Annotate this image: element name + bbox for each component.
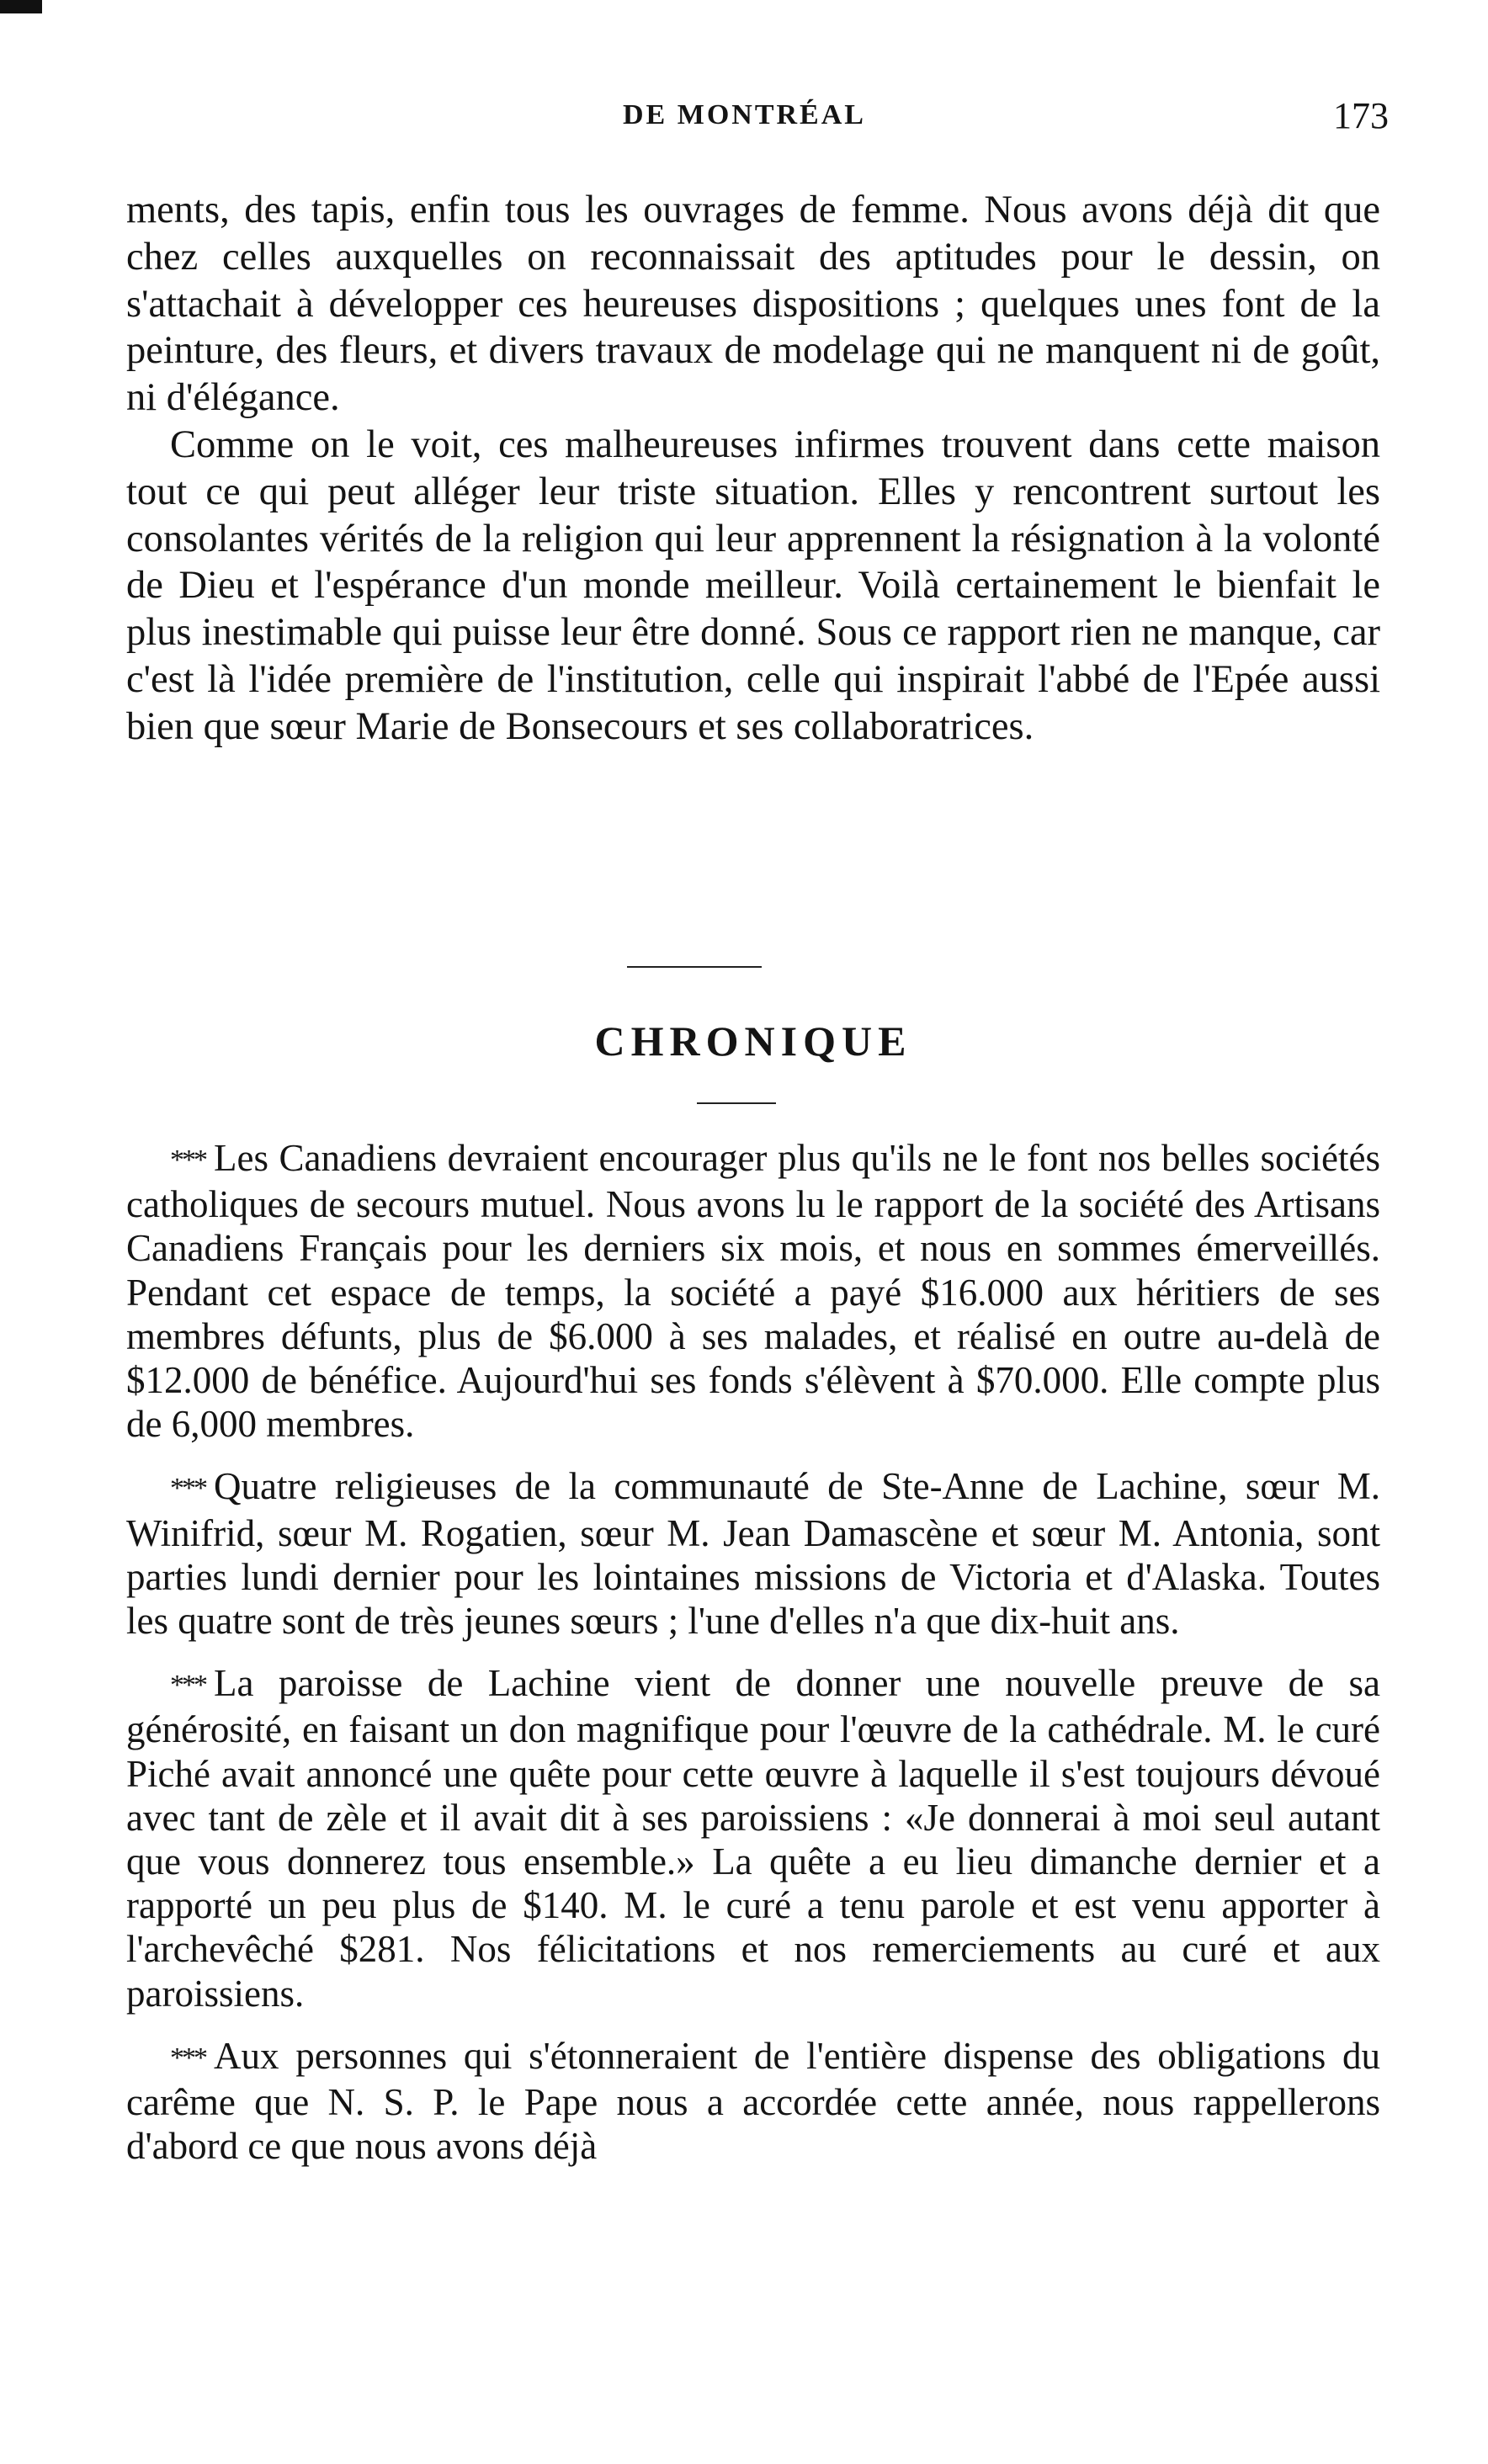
asterism-icon: ***: [170, 1144, 205, 1176]
news-item-text: Quatre religieuses de la communauté de Ste-Anne de Lachine, sœur M. Winifrid, sœur M. Rogatien, sœur M. Jean Damascène et sœur M. Antonia, sont parties lundi dernier pour les lointaines missions de Victoria et d'Alaska. Toutes les quatre sont de très jeunes sœurs ; l'une d'elles n'a que dix-huit ans.: [126, 1465, 1380, 1643]
page-header: [126, 95, 1389, 150]
news-item-text: Les Canadiens devraient encourager plus qu'ils ne le font nos belles sociétés catholiques de secours mutuel. Nous avons lu le rapport de la société des Artisans Canadiens Français pour les derniers six mois, et nous en sommes émerveillés. Pendant cet espace de temps, la société a payé $16.000 aux héritiers de ses membres défunts, plus de $6.000 à ses malades, et réalisé en outre au-delà de $12.000 de bénéfice. Aujourd'hui ses fonds s'élèvent à $70.000. Elle compte plus de 6,000 membres.: [126, 1137, 1380, 1446]
section-divider: [627, 966, 762, 968]
page-number: 173: [1333, 95, 1389, 136]
news-item: [126, 1661, 1380, 2015]
section-heading: CHRONIQUE: [594, 1017, 912, 1065]
news-item-text: Aux personnes qui s'étonneraient de l'entière dispense des obligations du carême que N. S. P. le Pape nous a accordée cette année, nous rappellerons d'abord ce que nous avons déjà: [126, 2034, 1380, 2168]
news-item: [126, 1136, 1380, 1446]
paragraph: ments, des tapis, enfin tous les ouvrages de femme. Nous avons déjà dit que chez celles auxquelles on reconnaissait des aptitudes pour le dessin, on s'attachait à développer ces heureuses dispositions ; quelques unes font de la peinture, des fleurs, et divers travaux de modelage qui ne manquent ni de goût, ni d'élégance.: [126, 189, 1380, 420]
news-item: [126, 1464, 1380, 1643]
chronique-section: [126, 1136, 1380, 2186]
scan-edge-mark: [0, 0, 42, 13]
news-item-text: La paroisse de Lachine vient de donner une nouvelle preuve de sa générosité, en faisant un don magnifique pour l'œuvre de la cathédrale. M. le curé Piché avait annoncé une quête pour cette œuvre à laquelle il s'est toujours dévoué avec tant de zèle et il avait dit à ses paroissiens : «Je donnerai à moi seul autant que vous donnerez tous ensemble.» La quête a eu lieu dimanche dernier et a rapporté un peu plus de $140. M. le curé a tenu parole et est venu apporter à l'archevêché $281. Nos félicitations et nos remerciements au curé et aux paroissiens.: [126, 1662, 1380, 2015]
asterism-icon: ***: [170, 1473, 205, 1505]
news-item: [126, 2034, 1380, 2169]
running-title: DE MONTRÉAL: [623, 99, 866, 130]
asterism-icon: ***: [170, 2042, 205, 2074]
asterism-icon: ***: [170, 1670, 205, 1702]
paragraph: Comme on le voit, ces malheureuses infirmes trouvent dans cette maison tout ce qui peut alléger leur triste situation. Elles y rencontrent surtout les consolantes vérités de la religion qui leur apprennent la résignation à la volonté de Dieu et l'espérance d'un monde meilleur. Voilà certainement le bienfait le plus inestimable qui puisse leur être donné. Sous ce rapport rien ne manque, car c'est là l'idée première de l'institution, celle qui inspirait l'abbé de l'Epée aussi bien que sœur Marie de Bonsecours et ses collaboratrices.: [126, 422, 1380, 748]
heading-underline: [697, 1102, 776, 1104]
section-continued-text: [126, 187, 1380, 751]
